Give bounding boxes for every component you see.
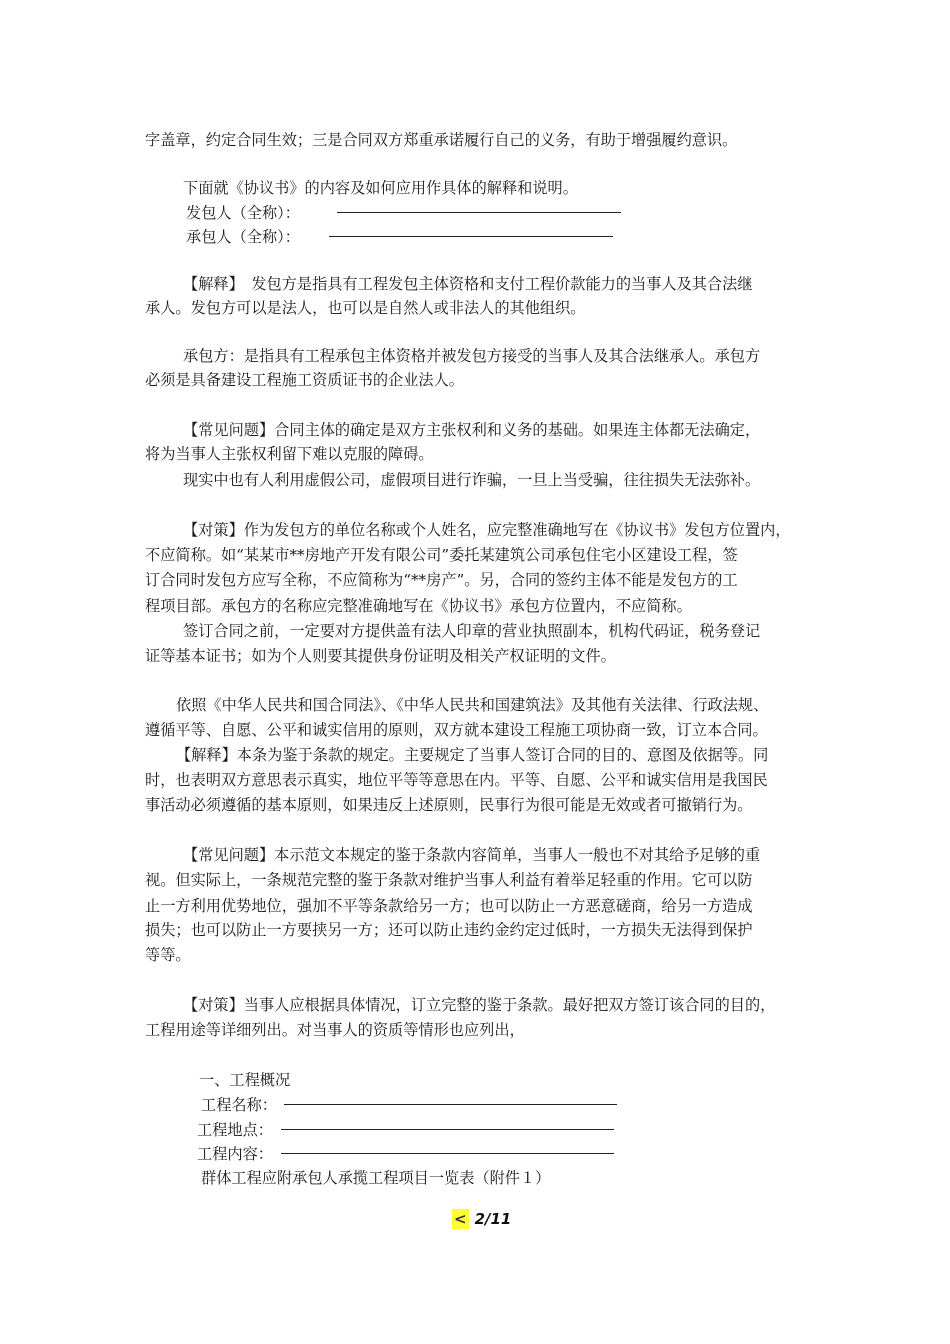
paragraph-line: 不应简称。如“某某市**房地产开发有限公司”委托某建筑公司承包住宅小区建设工程，签 [145,546,738,564]
paragraph-line: 时，也表明双方意思表示真实，地位平等等意思在内。平等、自愿、公平和诚实信用是我国民 [145,771,768,789]
paragraph-line: 证等基本证书；如为个人则要其提供身份证明及相关产权证明的文件。 [145,647,616,665]
paragraph-line: 【解释】本条为鉴于条款的规定。主要规定了当事人签订合同的目的、意图及依据等。同 [176,746,769,764]
paragraph-line: 依照《中华人民共和国合同法》、《中华人民共和国建筑法》及其他有关法律、行政法规、 [176,696,769,714]
paragraph-line: 字盖章，约定合同生效；三是合同双方郑重承诺履行自己的义务，有助于增强履约意识。 [145,131,738,149]
paragraph-line: 止一方利用优势地位，强加不平等条款给另一方；也可以防止一方恶意磋商，给另一方造成 [145,897,753,915]
paragraph-line: 承人。发包方可以是法人，也可以是自然人或非法人的其他组织。 [145,299,586,317]
paragraph-line: 将为当事人主张权利留下难以克服的障碍。 [145,445,434,463]
paragraph-line: 工程用途等详细列出。对当事人的资质等情形也应列出， [145,1021,525,1039]
paragraph-line: 事活动必须遵循的基本原则，如果违反上述原则，民事行为很可能是无效或者可撤销行为。 [145,796,753,814]
paragraph-line: 遵循平等、自愿、公平和诚实信用的原则，双方就本建设工程施工项协商一致，订立本合同。 [145,721,768,739]
page-indicator: 2/11 [474,1210,512,1228]
project-name-blank-line [284,1104,617,1105]
employer-label: 发包人（全称）： [186,204,300,222]
paragraph-line: 【常见问题】合同主体的确定是双方主张权利和义务的基础。如果连主体都无法确定， [183,421,761,439]
previous-page-button[interactable]: < [454,1210,467,1228]
project-name-label: 工程名称： [201,1096,277,1114]
paragraph-line: 视。但实际上，一条规范完整的鉴于条款对维护当事人利益有着举足轻重的作用。它可以防 [145,871,753,889]
paragraph-line: 群体工程应附承包人承揽工程项目一览表（附件１） [201,1169,551,1187]
paragraph-line: 承包方：是指具有工程承包主体资格并被发包方接受的当事人及其合法继承人。承包方 [183,347,761,365]
project-location-blank-line [281,1129,614,1130]
paragraph-line: 必须是具备建设工程施工资质证书的企业法人。 [145,371,464,389]
paragraph-line: 现实中也有人利用虚假公司，虚假项目进行诈骗，一旦上当受骗，往往损失无法弥补。 [183,471,761,489]
contractor-blank-line [329,236,613,237]
paragraph-line: 【解释】 发包方是指具有工程发包主体资格和支付工程价款能力的当事人及其合法继 [183,275,753,293]
contractor-label: 承包人（全称）： [186,228,300,246]
employer-blank-line [337,212,621,213]
paragraph-line: 损失；也可以防止一方要挟另一方；还可以防止违约金约定过低时，一方损失无法得到保护 [145,921,753,939]
section-heading: 一、工程概况 [199,1071,291,1089]
paragraph-line: 【对策】作为发包方的单位名称或个人姓名，应完整准确地写在《协议书》发包方位置内， [183,521,791,539]
project-content-blank-line [281,1153,614,1154]
project-content-label: 工程内容： [197,1145,273,1163]
paragraph-line: 程项目部。承包方的名称应完整准确地写在《协议书》承包方位置内，不应简称。 [145,597,692,615]
paragraph-line: 等等。 [145,946,191,964]
paragraph-line: 订合同时发包方应写全称，不应简称为“**房产”。另，合同的签约主体不能是发包方的工 [145,571,738,589]
paragraph-line: 签订合同之前，一定要对方提供盖有法人印章的营业执照副本，机构代码证，税务登记 [183,622,761,640]
page-navigator [452,1208,511,1230]
paragraph-line: 【对策】当事人应根据具体情况，订立完整的鉴于条款。最好把双方签订该合同的目的， [183,996,776,1014]
project-location-label: 工程地点： [197,1121,273,1139]
paragraph-line: 【常见问题】本示范文本规定的鉴于条款内容简单，当事人一般也不对其给予足够的重 [183,846,761,864]
paragraph-line: 下面就《协议书》的内容及如何应用作具体的解释和说明。 [183,179,578,197]
